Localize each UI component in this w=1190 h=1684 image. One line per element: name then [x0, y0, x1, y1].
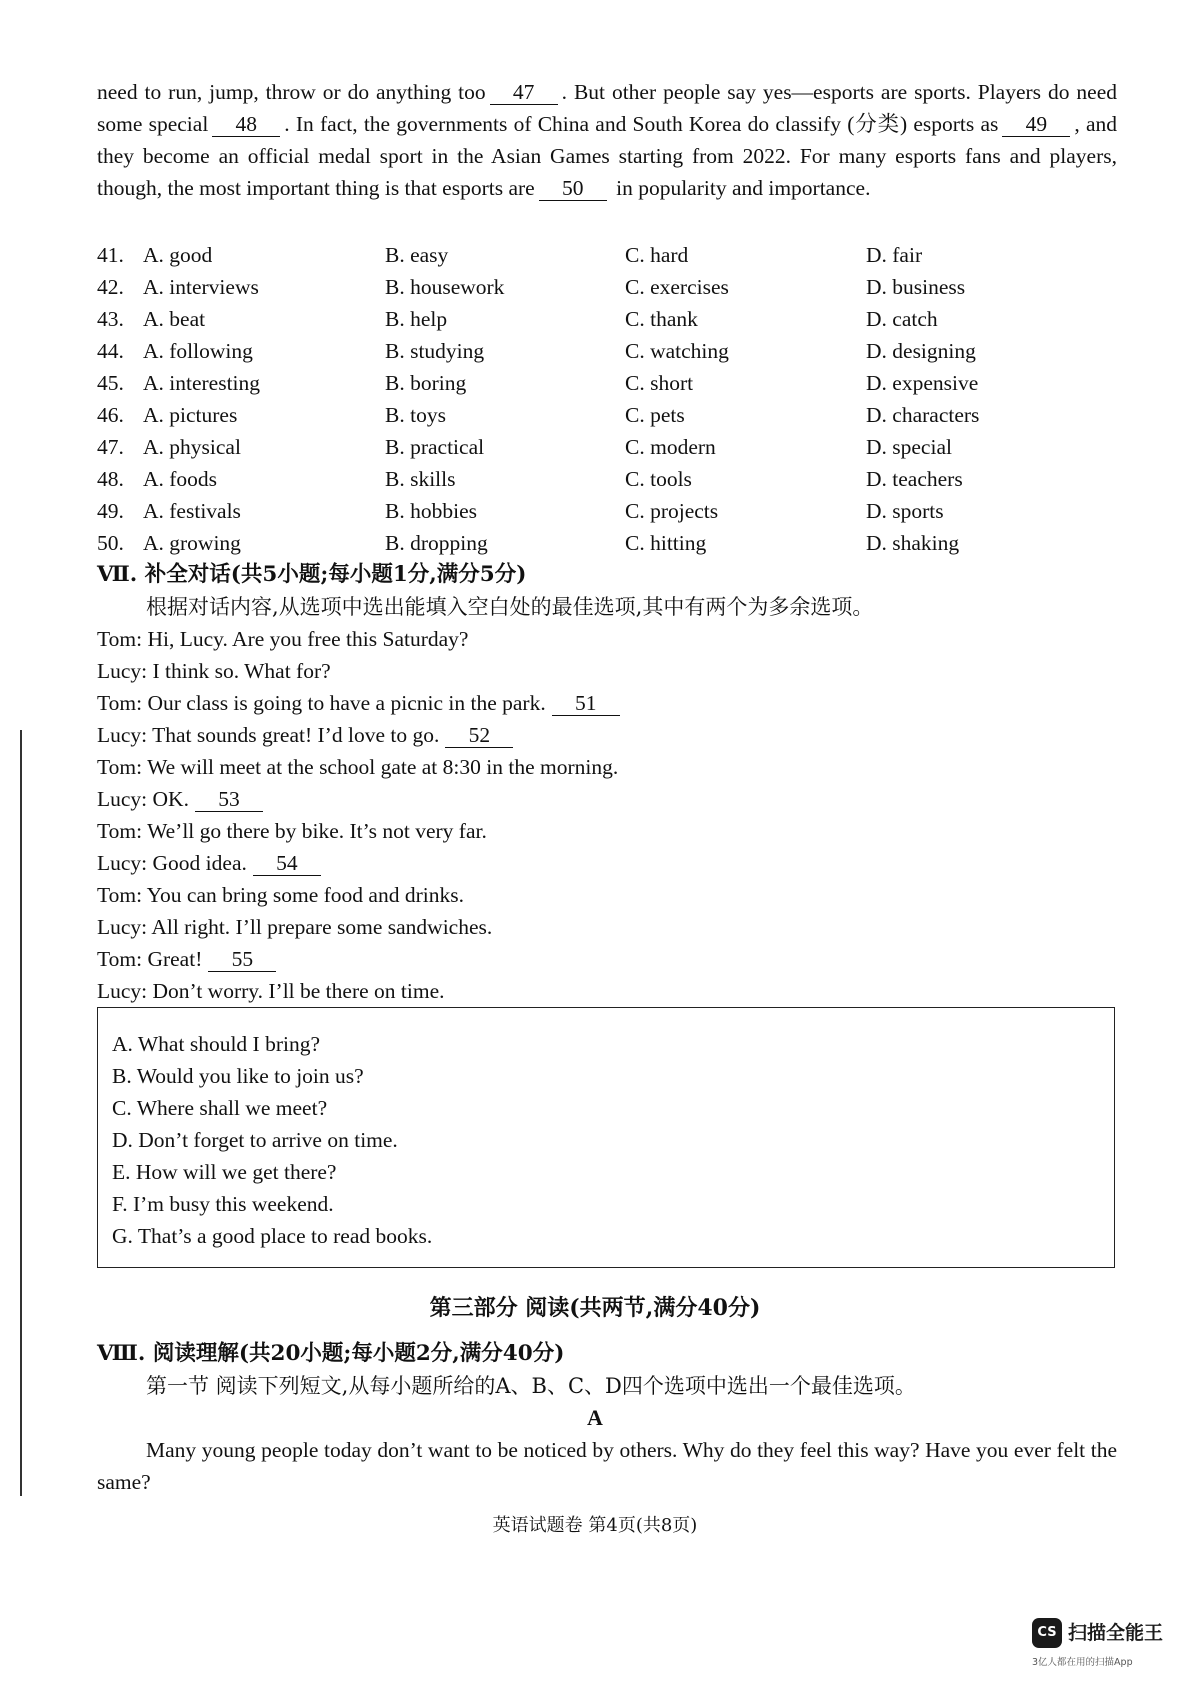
- option-b: B. hobbies: [385, 499, 477, 523]
- dialogue-text: Tom: Our class is going to have a picnic in the park.: [97, 691, 546, 715]
- dialogue-text: Lucy: Don’t worry. I’ll be there on time.: [97, 979, 445, 1003]
- question-number: 43.: [97, 307, 124, 331]
- option-c: C. exercises: [625, 275, 729, 299]
- option-a: A. following: [143, 339, 253, 363]
- option-row: [97, 463, 1117, 495]
- section-7-instruction: 根据对话内容,从选项中选出能填入空白处的最佳选项,其中有两个为多余选项。: [146, 595, 874, 619]
- option-d: D. business: [866, 275, 966, 299]
- dialogue-text: Tom: We will meet at the school gate at 8:30 in the morning.: [97, 755, 619, 779]
- subsection-1-instruction: 第一节 阅读下列短文,从每小题所给的A、B、C、D四个选项中选出一个最佳选项。: [146, 1374, 916, 1398]
- option-d: D. expensive: [866, 371, 979, 395]
- option-b: B. skills: [385, 467, 456, 491]
- dialogue-text: Tom: Great!: [97, 947, 203, 971]
- question-number: 47.: [97, 435, 124, 459]
- blank-47: 47: [490, 80, 558, 105]
- dialogue-line: [97, 623, 1117, 655]
- option-b: B. studying: [385, 339, 485, 363]
- passage-a-text: Many young people today don’t want to be noticed by others. Why do they feel this way? Have you ever felt the same?: [97, 1438, 1117, 1494]
- choice-d: D. Don’t forget to arrive on time.: [112, 1128, 398, 1152]
- option-a: A. beat: [143, 307, 206, 331]
- section-8-heading: Ⅷ. 阅读理解(共20小题;每小题2分,满分40分): [97, 1341, 565, 1366]
- option-a: A. foods: [143, 467, 218, 491]
- option-a: A. growing: [143, 531, 241, 555]
- option-row: [97, 399, 1117, 431]
- option-d: D. sports: [866, 499, 944, 523]
- option-c: C. thank: [625, 307, 698, 331]
- dialogue-line: [97, 751, 1117, 783]
- passage-text-4: , and they become an official medal sport in the Asian Games starting from 2022. For many esports fans and players, though, the most important thing is that esports are: [97, 112, 1118, 200]
- option-a: A. physical: [143, 435, 241, 459]
- blank-54: 54: [253, 851, 321, 876]
- option-row: [97, 303, 1117, 335]
- page-footer: 英语试题卷 第4页(共8页): [492, 1515, 698, 1536]
- passage-text-1: need to run, jump, throw or do anything too: [97, 80, 486, 104]
- option-d: D. fair: [866, 243, 923, 267]
- option-b: B. help: [385, 307, 448, 331]
- option-c: C. short: [625, 371, 694, 395]
- option-c: C. pets: [625, 403, 685, 427]
- option-row: [97, 431, 1117, 463]
- answer-choices-box: [97, 1007, 1115, 1268]
- option-c: C. hard: [625, 243, 689, 267]
- dialogue-line: [97, 655, 1117, 687]
- option-b: B. practical: [385, 435, 485, 459]
- dialogue-text: Tom: Hi, Lucy. Are you free this Saturday?: [97, 627, 469, 651]
- passage-text-5: in popularity and importance.: [616, 176, 871, 200]
- dialogue-text: Lucy: I think so. What for?: [97, 659, 331, 683]
- blank-52: 52: [445, 723, 513, 748]
- option-d: D. special: [866, 435, 952, 459]
- option-c: C. watching: [625, 339, 729, 363]
- option-c: C. tools: [625, 467, 692, 491]
- option-a: A. good: [143, 243, 213, 267]
- dialogue-text: Lucy: OK.: [97, 787, 189, 811]
- dialogue: [97, 623, 1117, 1007]
- dialogue-text: Tom: We’ll go there by bike. It’s not very far.: [97, 819, 487, 843]
- dialogue-line: [97, 879, 1117, 911]
- option-row: [97, 271, 1117, 303]
- option-d: D. shaking: [866, 531, 960, 555]
- choice-c: C. Where shall we meet?: [112, 1096, 328, 1120]
- dialogue-line: [97, 847, 1117, 879]
- question-number: 46.: [97, 403, 124, 427]
- option-c: C. projects: [625, 499, 719, 523]
- choice-f: F. I’m busy this weekend.: [112, 1192, 334, 1216]
- option-row: [97, 335, 1117, 367]
- option-b: B. dropping: [385, 531, 488, 555]
- dialogue-line: [97, 719, 1117, 751]
- dialogue-line: [97, 911, 1117, 943]
- scanner-watermark: [1032, 1618, 1182, 1678]
- section-7-heading: Ⅶ. 补全对话(共5小题;每小题1分,满分5分): [97, 562, 527, 587]
- option-d: D. teachers: [866, 467, 963, 491]
- option-c: C. hitting: [625, 531, 707, 555]
- option-d: D. catch: [866, 307, 938, 331]
- passage-a-title: A: [587, 1405, 603, 1430]
- option-a: A. festivals: [143, 499, 241, 523]
- question-number: 41.: [97, 243, 124, 267]
- blank-49: 49: [1002, 112, 1070, 137]
- blank-51: 51: [552, 691, 620, 716]
- blank-53: 53: [195, 787, 263, 812]
- passage-text-2: . But other people say yes—esports are sports. Players do need some special: [97, 80, 1117, 136]
- option-row: [97, 527, 1117, 559]
- blank-55: 55: [208, 947, 276, 972]
- option-row: [97, 367, 1117, 399]
- dialogue-text: Lucy: Good idea.: [97, 851, 247, 875]
- option-d: D. designing: [866, 339, 976, 363]
- part-3-heading: 第三部分 阅读(共两节,满分40分): [429, 1295, 761, 1321]
- option-b: B. toys: [385, 403, 446, 427]
- choice-g: G. That’s a good place to read books.: [112, 1224, 433, 1248]
- question-number: 45.: [97, 371, 124, 395]
- dialogue-line: [97, 943, 1117, 975]
- blank-48: 48: [212, 112, 280, 137]
- passage-text-3: . In fact, the governments of China and South Korea do classify (分类) esports as: [284, 112, 999, 136]
- watermark-brand: 扫描全能王: [1068, 1622, 1164, 1644]
- camscanner-logo-icon: CS: [1032, 1618, 1062, 1648]
- option-d: D. characters: [866, 403, 980, 427]
- dialogue-text: Lucy: All right. I’ll prepare some sandwiches.: [97, 915, 493, 939]
- option-c: C. modern: [625, 435, 716, 459]
- choice-a: A. What should I bring?: [112, 1032, 320, 1056]
- question-number: 42.: [97, 275, 124, 299]
- question-number: 50.: [97, 531, 124, 555]
- option-a: A. interviews: [143, 275, 259, 299]
- blank-50: 50: [539, 176, 607, 201]
- option-a: A. interesting: [143, 371, 261, 395]
- dialogue-line: [97, 815, 1117, 847]
- dialogue-text: Lucy: That sounds great! I’d love to go.: [97, 723, 440, 747]
- dialogue-text: Tom: You can bring some food and drinks.: [97, 883, 464, 907]
- cloze-passage-tail: [97, 76, 1117, 204]
- choice-e: E. How will we get there?: [112, 1160, 337, 1184]
- cloze-options: [97, 239, 1117, 559]
- binding-margin-line: [20, 730, 22, 1496]
- dialogue-line: [97, 687, 1117, 719]
- option-b: B. easy: [385, 243, 449, 267]
- question-number: 44.: [97, 339, 124, 363]
- dialogue-line: [97, 975, 1117, 1007]
- option-b: B. housework: [385, 275, 505, 299]
- watermark-tagline: 3亿人都在用的扫描App: [1032, 1657, 1133, 1668]
- option-row: [97, 495, 1117, 527]
- question-number: 49.: [97, 499, 124, 523]
- dialogue-line: [97, 783, 1117, 815]
- choice-b: B. Would you like to join us?: [112, 1064, 364, 1088]
- option-a: A. pictures: [143, 403, 238, 427]
- option-row: [97, 239, 1117, 271]
- option-b: B. boring: [385, 371, 467, 395]
- question-number: 48.: [97, 467, 124, 491]
